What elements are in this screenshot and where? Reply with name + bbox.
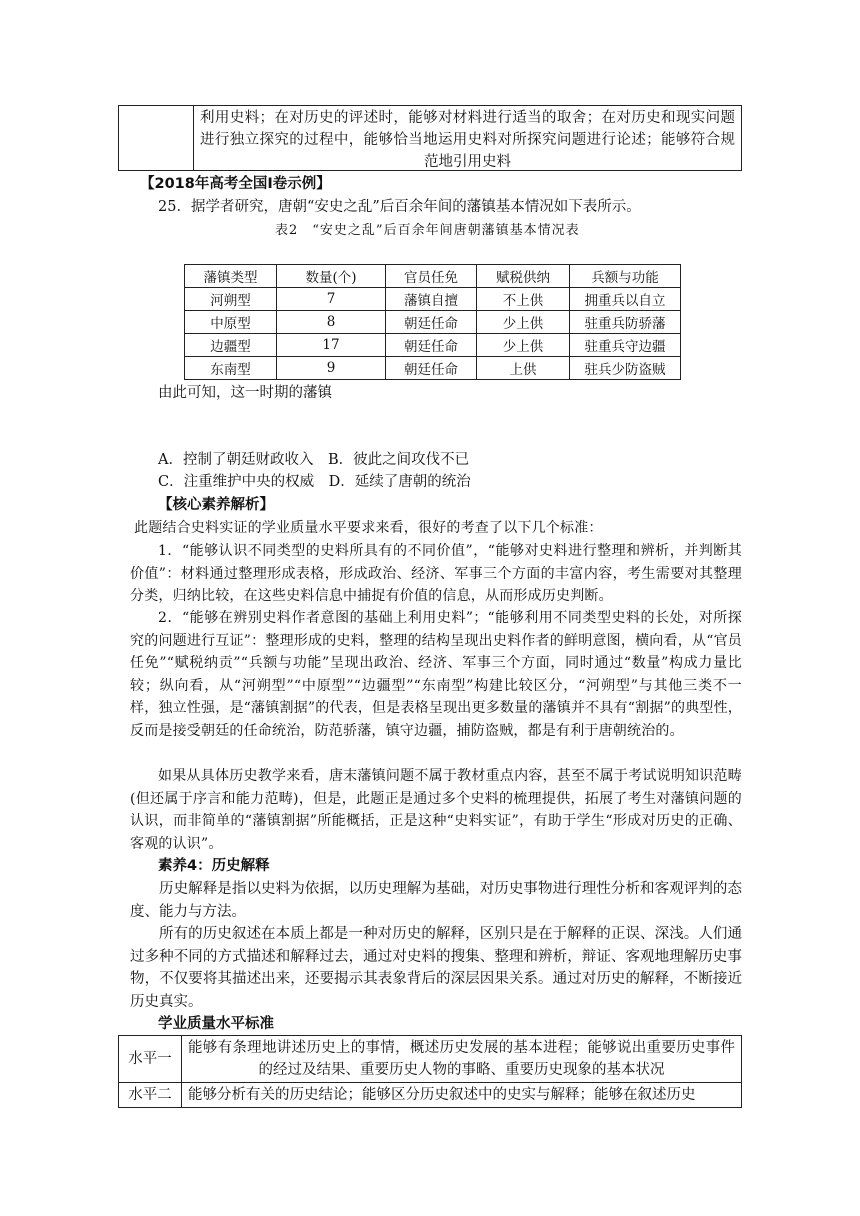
analysis-point-1: 1．“能够认识不同类型的史料所具有的不同价值”，“能够对史料进行整理和辨析，并判断其价值”：材料通过整理形成表格，形成政治、经济、军事三个方面的丰富内容，考生需要对其整理分类，归纳比较，在这些史料信息中捕捉有价值的信息，从而形成历史判断。 <box>130 543 742 604</box>
table-caption: 表2 “安史之乱”后百余年间唐朝藩镇基本情况表 <box>275 223 580 238</box>
options-line-2: C．注重维护中央的权威 D．延续了唐朝的统治 <box>158 474 471 490</box>
table-row <box>185 334 681 357</box>
table-row <box>185 357 681 380</box>
header-cell: 藩镇类型 <box>185 265 277 288</box>
suyang-heading: 素养4：历史解释 <box>158 858 270 874</box>
analysis-heading: 【核心素养解析】 <box>158 497 274 513</box>
level-cell: 水平二 <box>119 1083 182 1108</box>
suyang-description: 所有的历史叙述在本质上都是一种对历史的解释，区别只是在于解释的正误、深浅。人们通过多种不同的方式描述和解释过去，通过对史料的搜集、整理和辨析，辩证、客观地理解历史事物，不仅要将其描述出来，还要揭示其表象背后的深层因果关系。通过对历史的解释，不断接近历史真实。 <box>130 926 742 1010</box>
table-row <box>119 1083 742 1108</box>
options-line-1: A．控制了朝廷财政收入 B．彼此之间攻伐不已 <box>158 452 470 468</box>
table-cell: 朝廷任命 <box>386 334 477 357</box>
table-cell: 中原型 <box>185 311 277 334</box>
table-header-row <box>185 265 681 288</box>
table-cell: 边疆型 <box>185 334 277 357</box>
table-cell: 东南型 <box>185 357 277 380</box>
standard-description: 能够有条理地讲述历史上的事情，概述历史发展的基本进程；能够说出重要历史事件的经过及结果、重要历史人物的事略、重要历史现象的基本状况 <box>182 1036 742 1083</box>
example-heading: 【2018年高考全国Ⅰ卷示例】 <box>140 176 331 192</box>
table-cell: 朝廷任命 <box>386 357 477 380</box>
table-cell: 8 <box>277 311 386 334</box>
table-cell: 9 <box>277 357 386 380</box>
table-row <box>185 288 681 311</box>
question-stem-end: 由此可知，这一时期的藩镇 <box>158 385 332 401</box>
quality-standard-table <box>118 1035 742 1108</box>
table-cell: 藩镇自擅 <box>386 288 477 311</box>
question-stem: 25．据学者研究，唐朝“安史之乱”后百余年间的藩镇基本情况如下表所示。 <box>158 199 641 215</box>
analysis-point-3: 如果从具体历史教学来看，唐末藩镇问题不属于教材重点内容，甚至不属于考试说明知识范畴(但还属于序言和能力范畴)，但是，此题正是通过多个史料的梳理提供，拓展了考生对藩镇问题的认识，而非简单的“藩镇割据”所能概括，正是这种“史料实证”，有助于学生“形成对历史的正确、客观的认识”。 <box>130 768 742 852</box>
fanzhen-table <box>184 264 681 380</box>
analysis-intro: 此题结合史料实证的学业质量水平要求来看，很好的考查了以下几个标准： <box>134 520 603 536</box>
level-cell-empty <box>119 106 194 170</box>
table-row <box>185 311 681 334</box>
table-cell: 驻兵少防盗贼 <box>570 357 681 380</box>
table-row <box>119 1036 742 1083</box>
suyang-definition: 历史解释是指以史料为依据，以历史理解为基础，对历史事物进行理性分析和客观评判的态度、能力与方法。 <box>130 881 742 920</box>
table-cell: 17 <box>277 334 386 357</box>
table-cell: 驻重兵防骄藩 <box>570 311 681 334</box>
header-cell: 数量(个) <box>277 265 386 288</box>
standard-heading: 学业质量水平标准 <box>158 1016 274 1032</box>
table-cell: 朝廷任命 <box>386 311 477 334</box>
header-cell: 官员任免 <box>386 265 477 288</box>
table-cell: 少上供 <box>477 311 570 334</box>
quality-standard-table-continued <box>118 105 742 171</box>
table-cell: 上供 <box>477 357 570 380</box>
table-cell: 拥重兵以自立 <box>570 288 681 311</box>
standard-description: 利用史料；在对历史的评述时，能够对材料进行适当的取舍；在对历史和现实问题进行独立探究的过程中，能够恰当地运用史料对所探究问题进行论述；能够符合规范地引用史料 <box>200 110 735 170</box>
level-cell: 水平一 <box>119 1036 182 1083</box>
table-cell: 7 <box>277 288 386 311</box>
header-cell: 赋税供纳 <box>477 265 570 288</box>
table-cell: 河朔型 <box>185 288 277 311</box>
table-cell: 不上供 <box>477 288 570 311</box>
table-cell: 驻重兵守边疆 <box>570 334 681 357</box>
table-cell: 少上供 <box>477 334 570 357</box>
header-cell: 兵额与功能 <box>570 265 681 288</box>
analysis-point-2: 2．“能够在辨别史料作者意图的基础上利用史料”；“能够利用不同类型史料的长处，对所探究的问题进行互证”：整理形成的史料，整理的结构呈现出史料作者的鲜明意图，横向看，从“官员任免”“赋税纳贡”“兵额与功能”呈现出政治、经济、军事三个方面，同时通过“数量”构成力量比较；纵向看，从“河朔型”“中原型”“边疆型”“东南型”构建比较区分，“河朔型”与其他三类不一样，独立性强，是“藩镇割据”的代表，但是表格呈现出更多数量的藩镇并不具有“割据”的典型性，反而是接受朝廷的任命统治，防范骄藩，镇守边疆，捕防盗贼，都是有利于唐朝统治的。 <box>130 610 742 739</box>
standard-description: 能够分析有关的历史结论；能够区分历史叙述中的史实与解释；能够在叙述历史 <box>182 1083 742 1108</box>
